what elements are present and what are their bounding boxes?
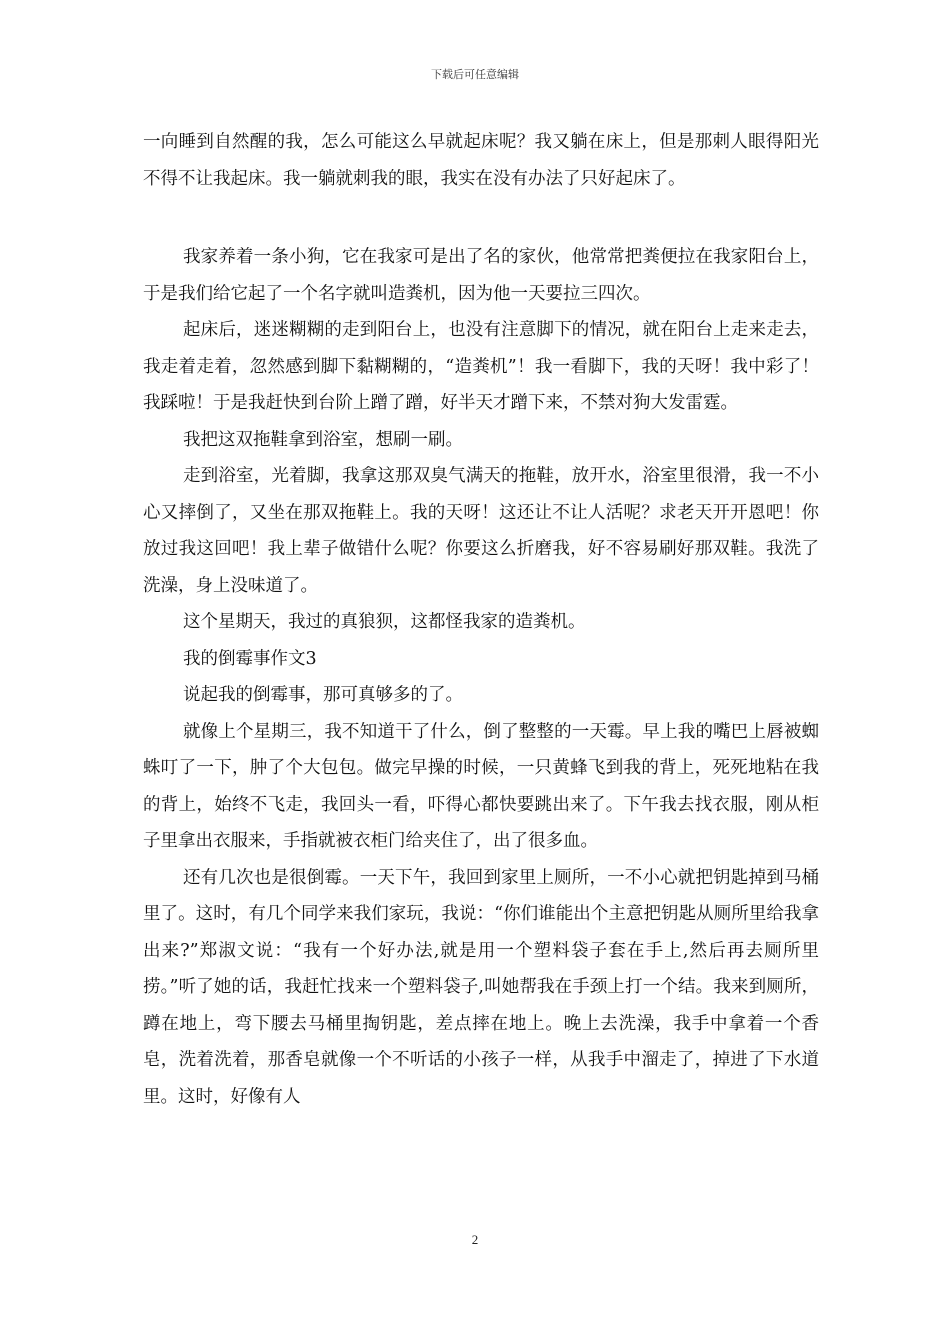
paragraph-8: 就像上个星期三，我不知道干了什么，倒了整整的一天霉。早上我的嘴巴上唇被蜘蛛叮了一下，肿了个大包包。做完早操的时候，一只黄蜂飞到我的背上，死死地粘在我的背上，始终不飞走，我回头一看，吓得心都快要跳出来了。下午我去找衣服，刚从柜子里拿出衣服来，手指就被衣柜门给夹住了，出了很多血。 — [143, 721, 819, 851]
paragraph-4: 我把这双拖鞋拿到浴室，想刷一刷。 — [183, 429, 463, 450]
paragraph-6: 这个星期天，我过的真狼狈，这都怪我家的造粪机。 — [183, 612, 586, 632]
document-body — [143, 124, 819, 1115]
paragraph-5: 走到浴室，光着脚，我拿这那双臭气满天的拖鞋，放开水，浴室里很滑，我一不小心又摔倒了，又坐在那双拖鞋上。我的天呀！这还让不让人活呢？求老天开开恩吧！你放过我这回吧！我上辈子做错什么呢？你要这么折磨我，好不容易刷好那双鞋。我洗了洗澡，身上没味道了。 — [143, 466, 819, 596]
paragraph-2: 我家养着一条小狗，它在我家可是出了名的家伙，他常常把粪便拉在我家阳台上，于是我们给它起了一个名字就叫造粪机，因为他一天要拉三四次。 — [143, 247, 819, 304]
paragraph-1: 一向睡到自然醒的我，怎么可能这么早就起床呢？我又躺在床上，但是那刺人眼得阳光不得不让我起床。我一躺就刺我的眼，我实在没有办法了只好起床了。 — [143, 132, 819, 189]
page-header-note: 下载后可任意编辑 — [431, 68, 519, 81]
paragraph-3: 起床后，迷迷糊糊的走到阳台上，也没有注意脚下的情况，就在阳台上走来走去，我走着走着，忽然感到脚下黏糊糊的，“造粪机”！我一看脚下，我的天呀！我中彩了！我踩啦！于是我赶快到台阶上蹭了蹭，好半天才蹭下来，不禁对狗大发雷霆。 — [143, 320, 819, 413]
paragraph-gap — [143, 197, 819, 239]
paragraph-9: 还有几次也是很倒霉。一天下午，我回到家里上厕所，一不小心就把钥匙掉到马桶里了。这时，有几个同学来我们家玩，我说：“你们谁能出个主意把钥匙从厕所里给我拿出来?”郑淑文说：“我有一个好办法,就是用一个塑料袋子套在手上,然后再去厕所里捞。”听了她的话，我赶忙找来一个塑料袋子,叫她帮我在手颈上打一个结。我来到厕所，蹲在地上，弯下腰去马桶里掏钥匙，差点摔在地上。晚上去洗澡，我手中拿着一个香皂，洗着洗着，那香皂就像一个不听话的小孩子一样，从我手中溜走了，掉进了下水道里。这时，好像有人 — [143, 867, 819, 1107]
paragraph-7: 说起我的倒霉事，那可真够多的了。 — [183, 685, 463, 705]
page-number: 2 — [471, 1232, 479, 1247]
section-title: 我的倒霉事作文3 — [183, 648, 317, 669]
